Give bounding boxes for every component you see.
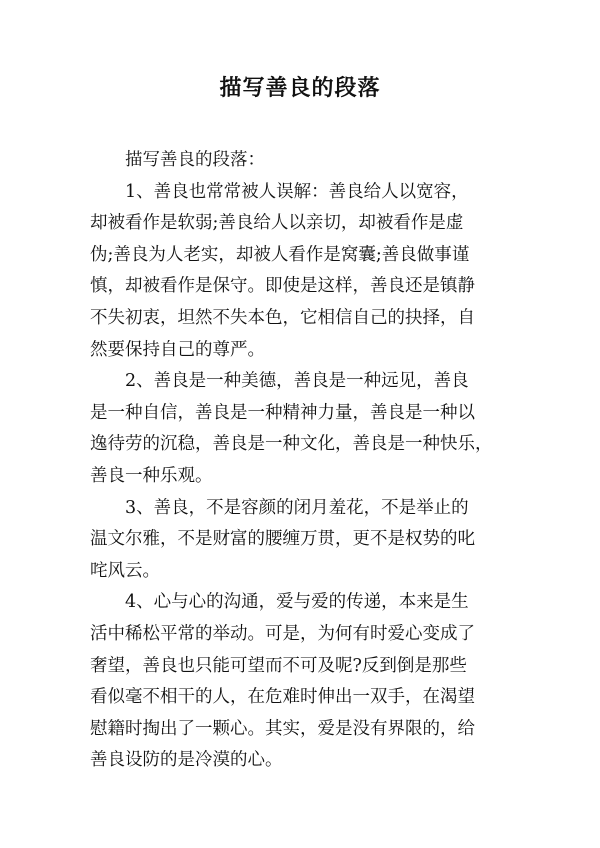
paragraph-1 — [90, 177, 510, 367]
paragraph-line: 不失初衷，坦然不失本色，它相信自己的抉择，自 — [90, 307, 475, 328]
paragraph-line: 善良设防的是冷漠的心。 — [90, 750, 283, 771]
paragraph-2 — [90, 366, 510, 492]
paragraph-line: 温文尔雅，不是财富的腰缠万贯，更不是权势的叱 — [90, 529, 475, 550]
page-title: 描写善良的段落 — [219, 76, 381, 101]
paragraph-line: 慎，却被看作是保守。即使是这样，善良还是镇静 — [90, 276, 475, 297]
paragraph-line: 活中稀松平常的举动。可是，为何有时爱心变成了 — [90, 623, 475, 644]
paragraph-4 — [90, 587, 510, 777]
paragraph-line: 慰籍时掏出了一颗心。其实，爱是没有界限的，给 — [90, 718, 475, 739]
document-body — [90, 145, 510, 777]
paragraph-line: 看似毫不相干的人，在危难时伸出一双手，在渴望 — [90, 687, 475, 708]
paragraph-3 — [90, 493, 510, 588]
paragraph-line: 逸待劳的沉稳，善良是一种文化，善良是一种快乐， — [90, 434, 493, 455]
paragraph-line: 伪;善良为人老实，却被人看作是窝囊;善良做事谨 — [90, 244, 470, 265]
paragraph-line: 奢望，善良也只能可望而不可及呢?反到倒是那些 — [90, 655, 467, 676]
paragraph-line: 4、心与心的沟通，爱与爱的传递，本来是生 — [125, 592, 469, 613]
intro-line — [90, 145, 510, 177]
paragraph-line: 然要保持自己的尊严。 — [90, 339, 265, 360]
paragraph-line: 1、善良也常常被人误解：善良给人以宽容， — [125, 181, 469, 202]
paragraph-line: 却被看作是软弱;善良给人以亲切，却被看作是虚 — [90, 213, 464, 234]
paragraph-line: 咤风云。 — [90, 560, 160, 581]
paragraph-line: 善良一种乐观。 — [90, 465, 213, 486]
paragraph-line: 是一种自信，善良是一种精神力量，善良是一种以 — [90, 402, 475, 423]
intro-text: 描写善良的段落： — [125, 150, 265, 170]
paragraph-line: 3、善良，不是容颜的闭月羞花，不是举止的 — [125, 497, 469, 518]
paragraph-line: 2、善良是一种美德，善良是一种远见，善良 — [125, 371, 469, 392]
